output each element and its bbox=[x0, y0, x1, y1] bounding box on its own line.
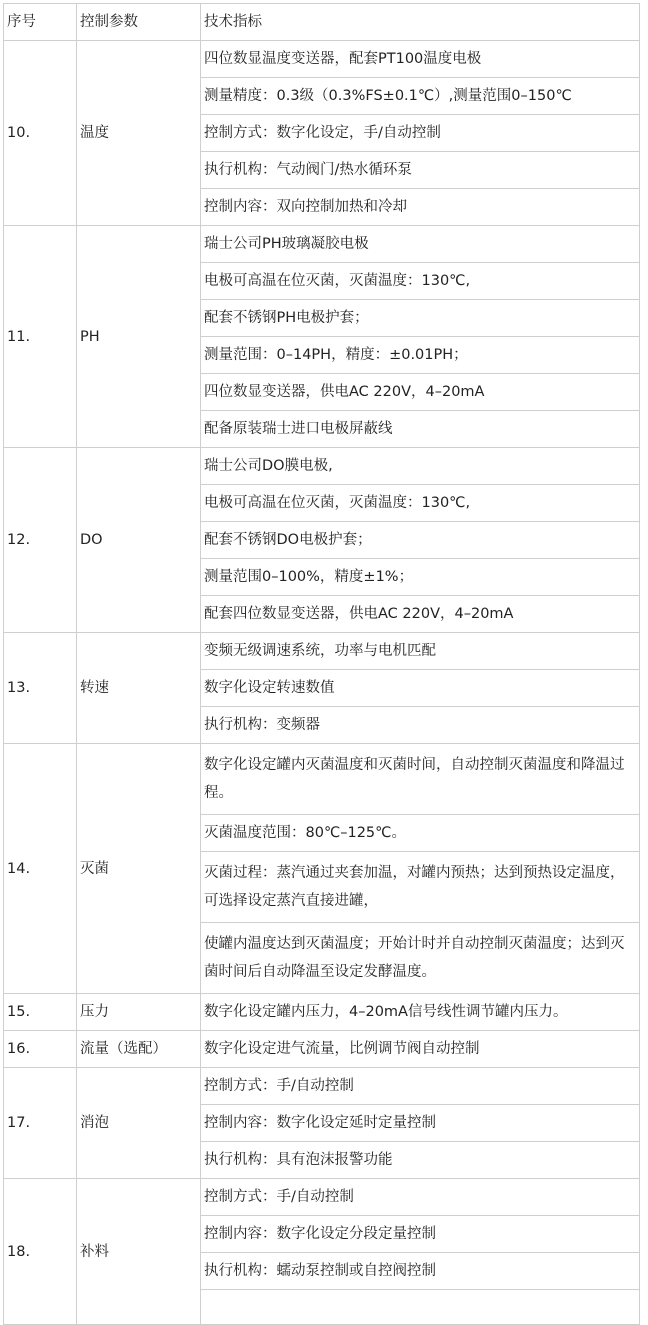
header-spec: 技术指标 bbox=[201, 4, 640, 41]
spec-cell: 控制内容：双向控制加热和冷却 bbox=[201, 189, 640, 226]
row-param: 流量（选配） bbox=[77, 1031, 201, 1068]
spec-cell: 控制方式：手/自动控制 bbox=[201, 1179, 640, 1216]
spec-cell: 瑞士公司DO膜电极, bbox=[201, 448, 640, 485]
spec-cell: 测量精度：0.3级（0.3%FS±0.1℃）,测量范围0–150℃ bbox=[201, 78, 640, 115]
row-number: 10. bbox=[4, 41, 77, 226]
table-row bbox=[4, 1031, 640, 1068]
row-number: 16. bbox=[4, 1031, 77, 1068]
spec-cell: 执行机构：具有泡沫报警功能 bbox=[201, 1142, 640, 1179]
spec-cell: 电极可高温在位灭菌，灭菌温度：130℃, bbox=[201, 485, 640, 522]
table-row bbox=[4, 41, 640, 78]
spec-cell: 数字化设定罐内压力，4–20mA信号线性调节罐内压力。 bbox=[201, 994, 640, 1031]
table-row bbox=[4, 1179, 640, 1216]
row-number: 15. bbox=[4, 994, 77, 1031]
spec-cell: 使罐内温度达到灭菌温度；开始计时并自动控制灭菌温度；达到灭菌时间后自动降温至设定发酵温度。 bbox=[201, 923, 640, 994]
row-param: 补料 bbox=[77, 1179, 201, 1325]
spec-cell: 执行机构：变频器 bbox=[201, 707, 640, 744]
spec-cell: 配套四位数显变送器，供电AC 220V，4–20mA bbox=[201, 596, 640, 633]
table-row bbox=[4, 1068, 640, 1105]
spec-cell: 四位数显变送器，供电AC 220V，4–20mA bbox=[201, 374, 640, 411]
header-no: 序号 bbox=[4, 4, 77, 41]
spec-table bbox=[3, 3, 640, 1325]
spec-cell: 配备原装瑞士进口电极屏蔽线 bbox=[201, 411, 640, 448]
spec-cell: 灭菌温度范围：80℃–125℃。 bbox=[201, 815, 640, 852]
spec-cell: 配套不锈钢DO电极护套； bbox=[201, 522, 640, 559]
spec-cell: 四位数显温度变送器，配套PT100温度电极 bbox=[201, 41, 640, 78]
spec-cell: 电极可高温在位灭菌，灭菌温度：130℃, bbox=[201, 263, 640, 300]
spec-cell: 控制内容：数字化设定延时定量控制 bbox=[201, 1105, 640, 1142]
spec-cell: 测量范围0–100%，精度±1%； bbox=[201, 559, 640, 596]
spec-cell: 数字化设定转速数值 bbox=[201, 670, 640, 707]
row-param: 压力 bbox=[77, 994, 201, 1031]
spec-cell: 执行机构：蠕动泵控制或自控阀控制 bbox=[201, 1253, 640, 1290]
row-param: PH bbox=[77, 226, 201, 448]
spec-cell: 执行机构：气动阀门/热水循环泵 bbox=[201, 152, 640, 189]
spec-cell: 瑞士公司PH玻璃凝胶电极 bbox=[201, 226, 640, 263]
table-row bbox=[4, 226, 640, 263]
row-param: 灭菌 bbox=[77, 744, 201, 994]
spec-cell: 数字化设定进气流量，比例调节阀自动控制 bbox=[201, 1031, 640, 1068]
spec-cell: 控制方式：手/自动控制 bbox=[201, 1068, 640, 1105]
row-number: 12. bbox=[4, 448, 77, 633]
row-number: 11. bbox=[4, 226, 77, 448]
row-number: 14. bbox=[4, 744, 77, 994]
row-param: 转速 bbox=[77, 633, 201, 744]
row-param: 消泡 bbox=[77, 1068, 201, 1179]
table-row bbox=[4, 633, 640, 670]
spec-cell: 测量范围：0–14PH，精度：±0.01PH； bbox=[201, 337, 640, 374]
spec-cell: 变频无级调速系统，功率与电机匹配 bbox=[201, 633, 640, 670]
spec-cell: 配套不锈钢PH电极护套； bbox=[201, 300, 640, 337]
row-number: 18. bbox=[4, 1179, 77, 1325]
row-param: 温度 bbox=[77, 41, 201, 226]
table-row bbox=[4, 448, 640, 485]
row-param: DO bbox=[77, 448, 201, 633]
header-param: 控制参数 bbox=[77, 4, 201, 41]
spec-cell-empty bbox=[201, 1290, 640, 1325]
spec-cell: 控制内容：数字化设定分段定量控制 bbox=[201, 1216, 640, 1253]
spec-cell: 控制方式：数字化设定，手/自动控制 bbox=[201, 115, 640, 152]
header-row bbox=[4, 4, 640, 41]
spec-cell: 数字化设定罐内灭菌温度和灭菌时间，自动控制灭菌温度和降温过程。 bbox=[201, 744, 640, 815]
row-number: 17. bbox=[4, 1068, 77, 1179]
table-row bbox=[4, 994, 640, 1031]
spec-cell: 灭菌过程：蒸汽通过夹套加温，对罐内预热；达到预热设定温度，可选择设定蒸汽直接进罐， bbox=[201, 852, 640, 923]
row-number: 13. bbox=[4, 633, 77, 744]
table-row bbox=[4, 744, 640, 815]
